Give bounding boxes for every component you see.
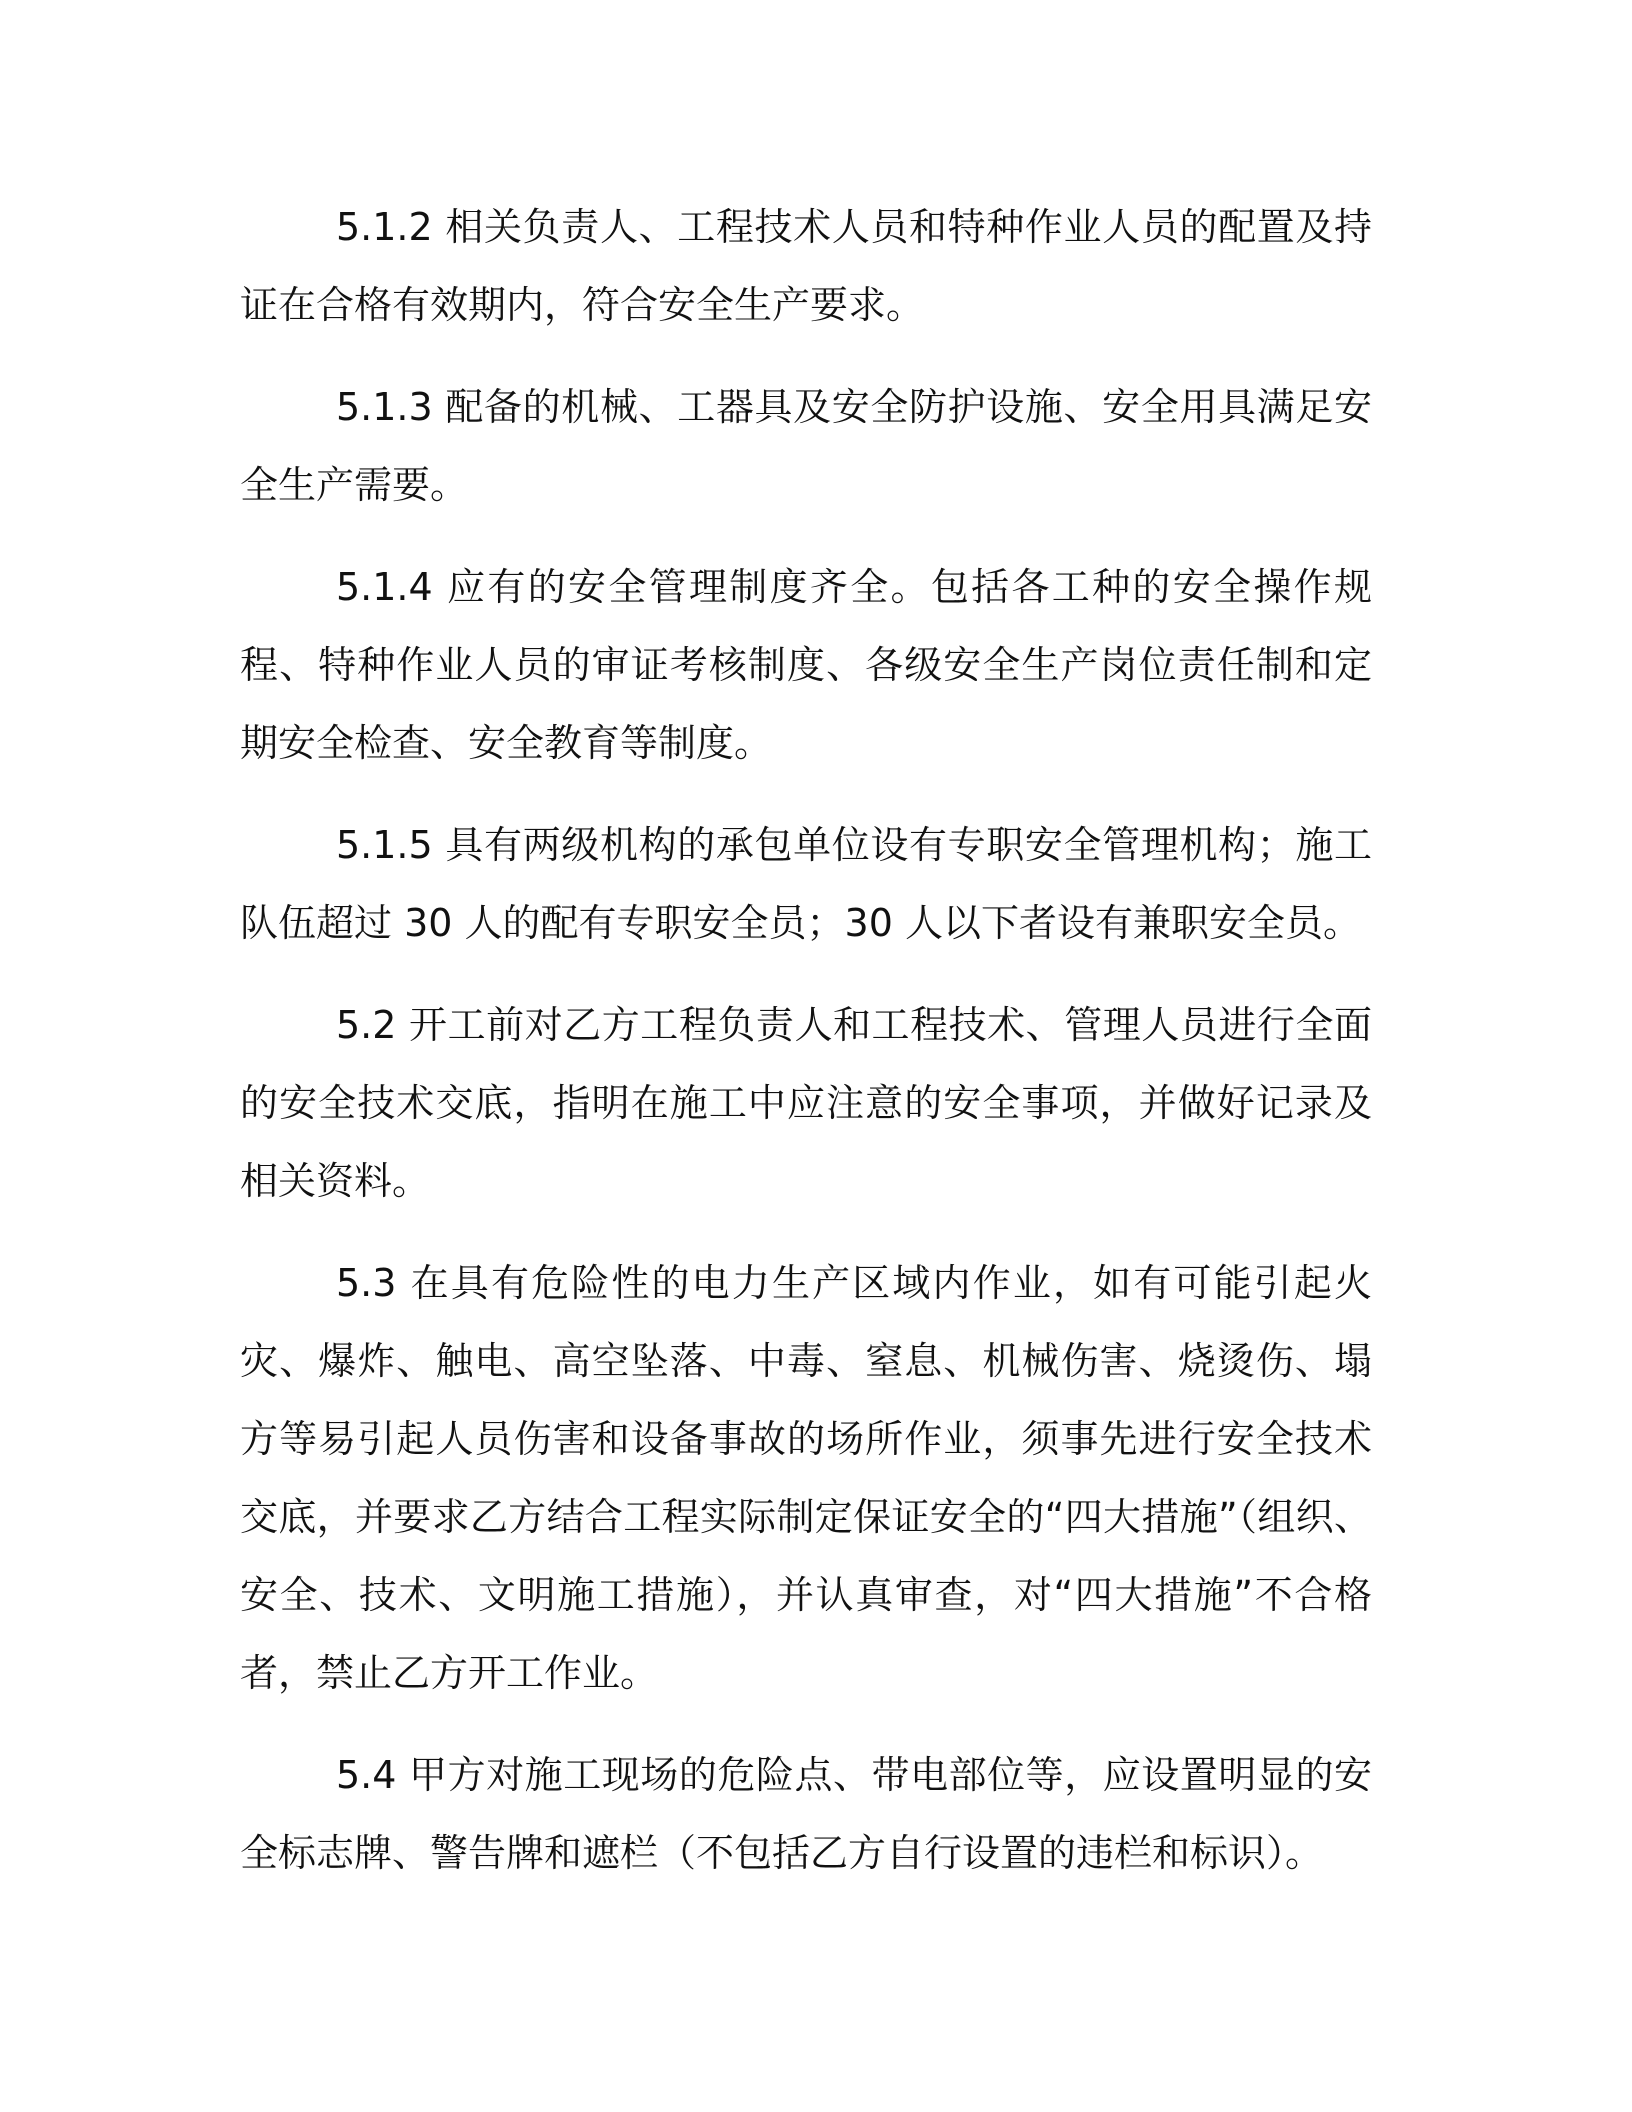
paragraph-5-1-2: 5.1.2 相关负责人、工程技术人员和特种作业人员的配置及持证在合格有效期内，符合安全生产要求。 xyxy=(240,205,1372,327)
paragraph-5-2: 5.2 开工前对乙方工程负责人和工程技术、管理人员进行全面的安全技术交底，指明在施工中应注意的安全事项，并做好记录及相关资料。 xyxy=(240,1003,1372,1203)
paragraph-5-3: 5.3 在具有危险性的电力生产区域内作业，如有可能引起火灾、爆炸、触电、高空坠落、中毒、窒息、机械伤害、烧烫伤、塌方等易引起人员伤害和设备事故的场所作业，须事先进行安全技术交底，并要求乙方结合工程实际制定保证安全的“四大措施”（组织、安全、技术、文明施工措施），并认真审查，对“四大措施”不合格者，禁止乙方开工作业。 xyxy=(240,1261,1372,1695)
document-body xyxy=(240,188,1372,1916)
paragraph-5-4: 5.4 甲方对施工现场的危险点、带电部位等，应设置明显的安全标志牌、警告牌和遮栏（不包括乙方自行设置的违栏和标识）。 xyxy=(240,1753,1372,1875)
paragraph-5-1-3: 5.1.3 配备的机械、工器具及安全防护设施、安全用具满足安全生产需要。 xyxy=(240,385,1372,507)
paragraph-5-1-5: 5.1.5 具有两级机构的承包单位设有专职安全管理机构；施工队伍超过 30 人的配有专职安全员；30 人以下者设有兼职安全员。 xyxy=(240,823,1372,945)
paragraph-5-1-4: 5.1.4 应有的安全管理制度齐全。包括各工种的安全操作规程、特种作业人员的审证考核制度、各级安全生产岗位责任制和定期安全检查、安全教育等制度。 xyxy=(240,565,1372,765)
